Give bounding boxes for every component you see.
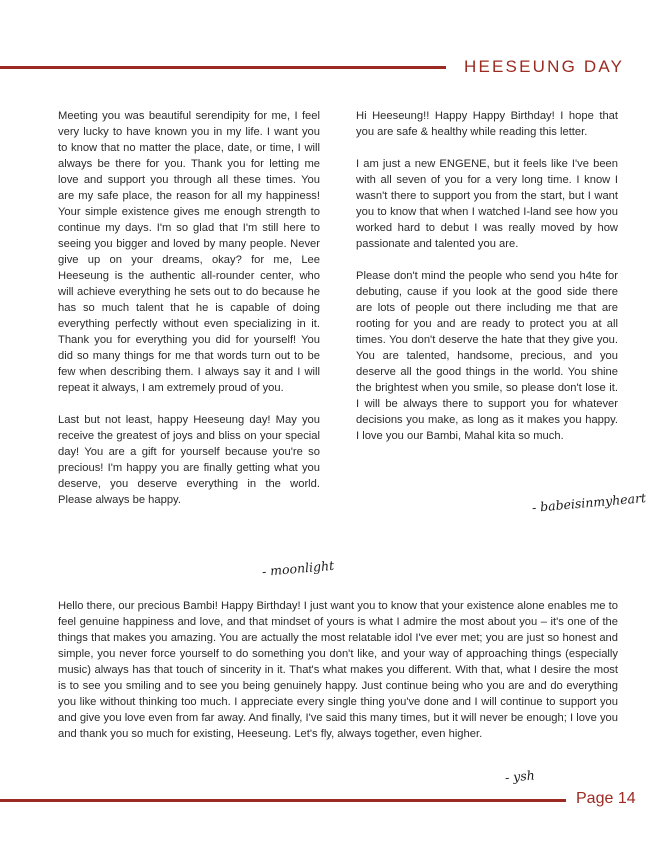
header-rule bbox=[0, 66, 446, 69]
letter-paragraph: Hi Heeseung!! Happy Happy Birthday! I hope that you are safe & healthy while reading this letter. bbox=[356, 110, 618, 138]
letter-ysh bbox=[58, 598, 618, 742]
letter-moonlight bbox=[58, 108, 320, 508]
letter-paragraph: I am just a new ENGENE, but it feels like I've been with all seven of you for a very long time. I know I wasn't there to support you from the start, but I want you to know that when I watched I-land see how you worked hard to debut I was really moved by how passionate and talented you are. bbox=[356, 158, 618, 250]
signature-moonlight: - moonlight bbox=[261, 557, 335, 579]
footer-rule bbox=[0, 799, 566, 802]
signature-babeisinmyheart: - babeisinmyheart bbox=[531, 490, 647, 515]
letter-paragraph: Last but not least, happy Heeseung day! May you receive the greatest of joys and bliss on your special day! You are a gift for yourself because you're so precious! I'm happy you are finally getting what you deserve, you deserve everything in the world. Please always be happy. bbox=[58, 414, 320, 506]
signature-ysh: - ysh bbox=[504, 767, 536, 785]
letter-babeisinmyheart bbox=[356, 108, 618, 444]
page-header-title: HEESEUNG DAY bbox=[464, 57, 625, 76]
letter-paragraph: Please don't mind the people who send you h4te for debuting, cause if you look at the good side there are lots of people out there including me that are rooting for you and are ready to protect you at all times. You don't deserve the hate that they give you. You are talented, handsome, precious, and you deserve all the good things in the world. You shine the brightest when you smile, so please don't lose it. I will be always there to support you for whatever decisions you make, as long as it makes you happy. I love you our Bambi, Mahal kita so much. bbox=[356, 270, 618, 442]
letter-paragraph: Meeting you was beautiful serendipity for me, I feel very lucky to have known you in my life. I want you to know that no matter the place, date, or time, I will always be there for you. Thank you for letting me love and support you through all these times. You are my safe place, the reason for all my happiness! Your simple existence gives me enough strength to continue my days. I'm so glad that I'm still here to seeing you bigger and loved by many people. Never give up on your dreams, okay? for me, Lee Heeseung is the authentic all-rounder center, who will achieve everything he sets out to do because he has so much talent that he is capable of doing everything perfectly without even specializing in it. Thank you for everything you did for yourself! You did so many things for me that words turn out to be few when describing them. I always say it and I will repeat it always, I am extremely proud of you. bbox=[58, 110, 320, 394]
page-number: Page 14 bbox=[576, 790, 636, 807]
letter-paragraph: Hello there, our precious Bambi! Happy Birthday! I just want you to know that your existence alone enables me to feel genuine happiness and love, and that mindset of yours is what I admire the most about you – it's one of the things that makes you amazing. You are actually the most relatable idol I've ever met; you are just so honest and simple, you never force yourself to do something you don't like, and your way of approaching things (especially music) always has that touch of sincerity in it. That's what makes you different. With that, what I desire the most is to see you smiling and to see you being genuinely happy. Just continue being who you are and do everything you like without thinking too much. I appreciate every single thing you've done and I will continue to support you and give you love even from far away. And finally, I've said this many times, but it will never be enough; I love you and thank you so much for existing, Heeseung. Let's fly, always together, even higher. bbox=[58, 600, 618, 740]
